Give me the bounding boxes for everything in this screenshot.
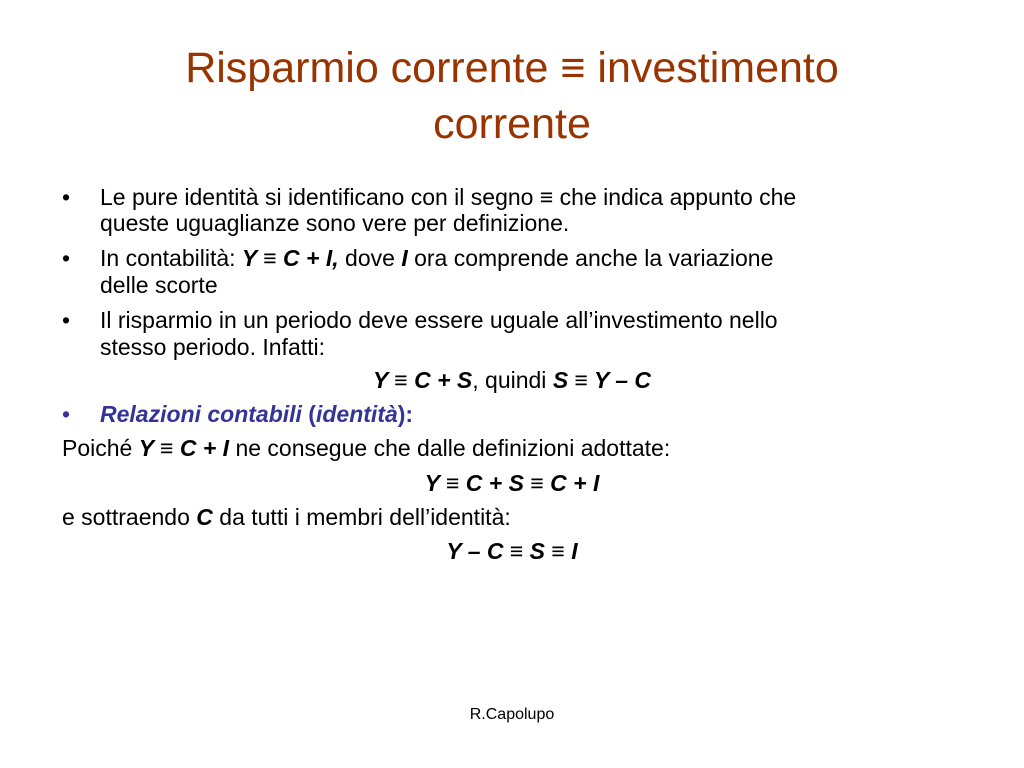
bullet-1-line-2: queste uguaglianze sono vere per definizione.	[100, 210, 570, 236]
bullet-1-line-1: Le pure identità si identificano con il segno ≡ che indica appunto che	[100, 184, 797, 210]
equation-1-part-b: , quindi	[472, 367, 553, 393]
bullet-2-line-1	[100, 244, 773, 273]
bullet-marker: •	[62, 401, 71, 427]
bullet-2-variable: I	[401, 245, 408, 271]
equation-1-part-c: S ≡ Y – C	[552, 367, 652, 393]
paren-close: ):	[397, 401, 414, 427]
identita-label: identità	[315, 401, 398, 427]
equation-2: Y ≡ C + S ≡ C + I	[424, 470, 600, 496]
relazioni-contabili: Relazioni contabili	[100, 401, 302, 427]
bullet-2-formula: Y ≡ C + I,	[241, 245, 339, 271]
paragraph-poiche-pre: Poiché	[62, 435, 139, 461]
paragraph-sottraendo	[62, 503, 511, 532]
bullet-marker: •	[62, 245, 71, 271]
footer-author: R.Capolupo	[469, 706, 555, 723]
title-line-2: corrente	[433, 100, 591, 148]
equation-1	[0, 366, 1024, 395]
bullet-2-line-2: delle scorte	[100, 272, 218, 298]
bullet-2-text: In contabilità:	[100, 245, 242, 271]
equation-1-part-a: Y ≡ C + S	[372, 367, 473, 393]
equation-3: Y – C ≡ S ≡ I	[446, 538, 578, 564]
paragraph-poiche	[62, 434, 670, 463]
bullet-2-text-mid: dove	[338, 245, 402, 271]
bullet-3-line-1: Il risparmio in un periodo deve essere uguale all’investimento nello	[100, 307, 778, 333]
paragraph-sottraendo-post: da tutti i membri dell’identità:	[212, 504, 511, 530]
bullet-2-text-end: ora comprende anche la variazione	[407, 245, 774, 271]
paren-open: (	[301, 401, 316, 427]
bullet-marker: •	[62, 307, 71, 333]
bullet-4-line	[100, 400, 413, 429]
bullet-3-line-2: stesso periodo. Infatti:	[100, 334, 326, 360]
bullet-marker: •	[62, 184, 71, 210]
paragraph-poiche-post: ne consegue che dalle definizioni adottate:	[229, 435, 671, 461]
paragraph-sottraendo-pre: e sottraendo	[62, 504, 197, 530]
paragraph-poiche-formula: Y ≡ C + I	[138, 435, 230, 461]
title-line-1: Risparmio corrente ≡ investimento	[185, 44, 839, 92]
paragraph-sottraendo-var: C	[196, 504, 213, 530]
